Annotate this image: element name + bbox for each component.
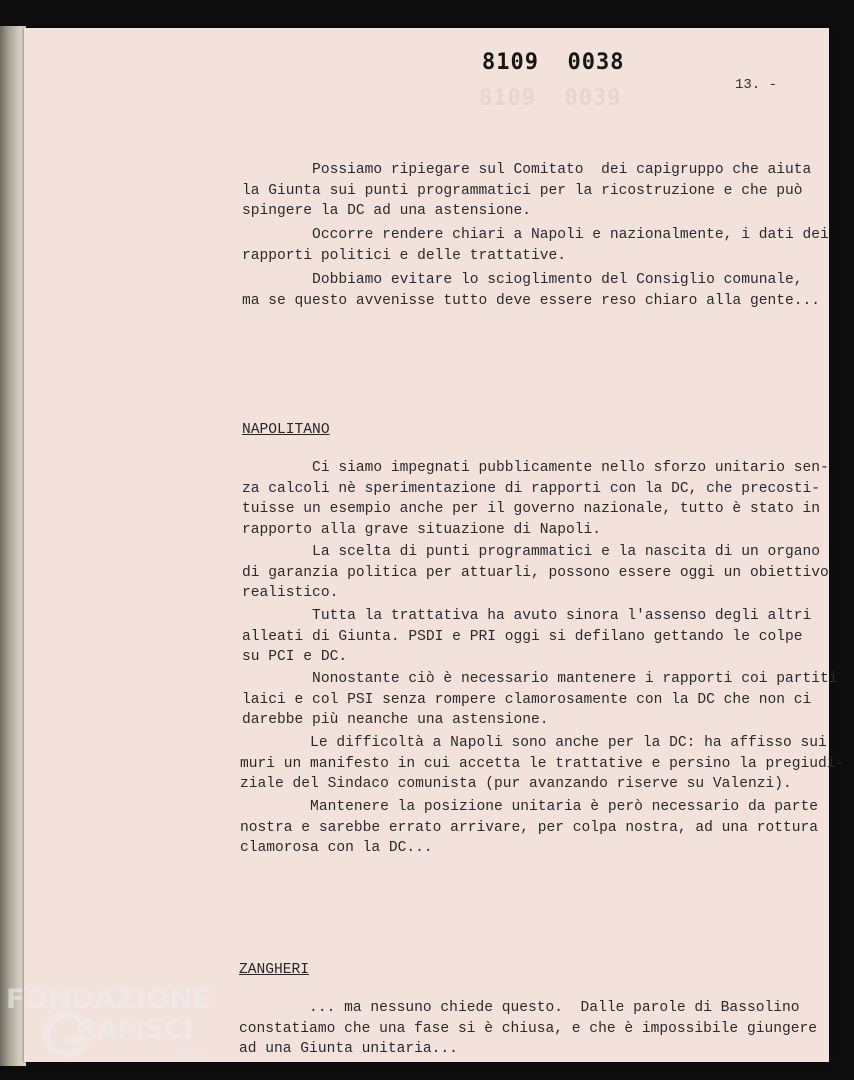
paragraph: Possiamo ripiegare sul Comitato dei capigruppo che aiuta la Giunta sui punti programmatici per la ricostruzione e che può spingere la DC ad una astensione.	[242, 162, 812, 219]
paragraph: La scelta di punti programmatici e la nascita di un organo di garanzia politica per attuarli, possono essere oggi un obiettivo realistico.	[242, 544, 829, 601]
watermark-line-3: onlus	[176, 1048, 206, 1061]
archive-stamp-number: 8109 0038	[482, 50, 625, 75]
speaker-heading-zangheri: ZANGHERI	[239, 962, 310, 978]
watermark-line-1: FONDAZIONE	[6, 984, 212, 1015]
paragraph: Le difficoltà a Napoli sono anche per la DC: ha affisso sui muri un manifesto in cui accetta le trattative e persino la pregiudi- ziale del Sindaco comunista (pur avanzando riserve su Valenzi).	[240, 735, 845, 792]
paragraph: Nonostante ciò è necessario mantenere i rapporti coi partiti laici e col PSI senza rompere clamorosamente con la DC che non ci darebbe più neanche una astensione.	[242, 671, 838, 728]
watermark-line-2: RAMSCI	[76, 1014, 194, 1045]
paragraph: Mantenere la posizione unitaria è però necessario da parte nostra e sarebbe errato arrivare, per colpa nostra, ad una rottura clamorosa con la DC...	[240, 799, 819, 856]
document-page	[24, 28, 845, 1062]
paragraph: Occorre rendere chiari a Napoli e nazionalmente, i dati dei rapporti politici e delle trattative.	[242, 227, 829, 264]
speaker-heading-napolitano: NAPOLITANO	[242, 422, 330, 438]
paragraph: Tutta la trattativa ha avuto sinora l'assenso degli altri alleati di Giunta. PSDI e PRI oggi si defilano gettando le colpe su PCI e DC.	[242, 608, 812, 665]
paragraph: Dobbiamo evitare lo scioglimento del Consiglio comunale, ma se questo avvenisse tutto deve essere reso chiaro alla gente...	[242, 272, 821, 309]
paragraph: Ci siamo impegnati pubblicamente nello sforzo unitario sen- za calcoli nè sperimentazione di rapporti con la DC, che precosti- tuisse un esempio anche per il governo nazionale, tutto è stato in rapporto alla grave situazione di Napoli.	[242, 460, 829, 538]
bleed-through-stamp: 8109 0039	[479, 86, 622, 111]
page-number: 13. -	[735, 77, 778, 93]
paragraph: ... ma nessuno chiede questo. Dalle parole di Bassolino constatiamo che una fase si è chiusa, e che è impossibile giungere ad una Giunta unitaria...	[239, 1000, 818, 1057]
binder-edge	[0, 26, 26, 1066]
